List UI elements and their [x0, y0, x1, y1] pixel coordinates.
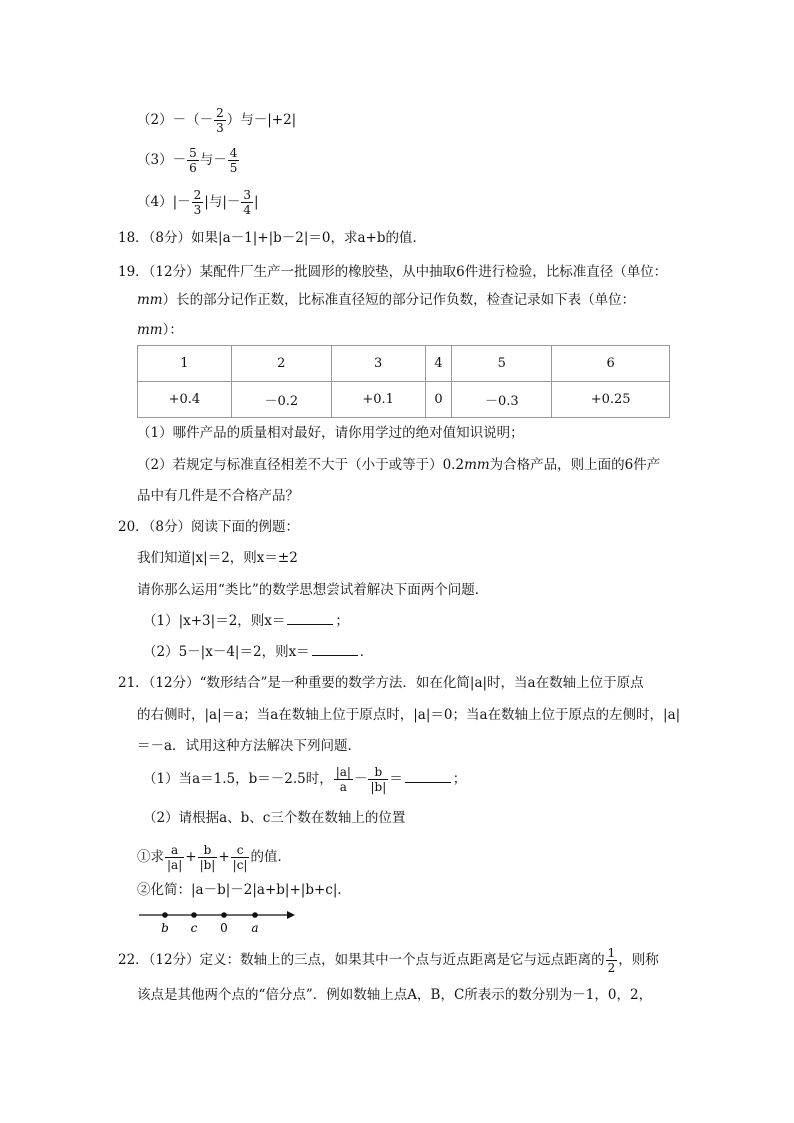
fraction: $\frac{1}{2}$: [607, 946, 616, 975]
q18-text: 18．（8分）如果|a－1|+|b－2|＝0，求a+b的值．: [118, 230, 426, 246]
table-cell: 3: [331, 346, 425, 382]
inspection-table: [137, 345, 670, 418]
answer-blank: [312, 641, 358, 656]
label-a: a: [251, 921, 259, 935]
table-cell: +0.4: [138, 382, 232, 418]
fraction: $\frac{3}{4}$: [243, 188, 252, 217]
answer-blank: [287, 610, 333, 625]
fraction: $\frac{b}{|b|}$: [199, 843, 216, 872]
q21-item2: ②化简：|a－b|－2|a+b|+|b+c|．: [137, 882, 351, 898]
q20-sub1: （1）|x+3|＝2，则x＝ ；: [143, 610, 349, 631]
q21-line3: ＝－a．试用这种方法解决下列问题．: [137, 738, 362, 754]
q17-part3: （3）－ $\frac{5}{6}$ 与－ $\frac{4}{5}$: [137, 146, 238, 175]
table-cell: 5: [452, 346, 552, 382]
fraction: $\frac{5}{6}$: [189, 146, 197, 175]
q19-line3: mm）：: [137, 322, 183, 338]
q21-line1: 21．（12分）“数形结合”是一种重要的数学方法．如在化简|a|时，当a在数轴上位于原点: [118, 675, 644, 691]
fraction: $\frac{a}{|a|}$: [167, 843, 183, 872]
answer-blank: [405, 768, 451, 783]
point-a: [252, 912, 258, 918]
q21-line2: 的右侧时，|a|＝a；当a在数轴上位于原点时，|a|＝0；当a在数轴上位于原点的左侧时，|a|: [137, 707, 681, 723]
q19-sub1: （1）哪件产品的质量相对最好，请你用学过的绝对值知识说明；: [137, 425, 524, 441]
q20-sub2: （2）5－|x－4|＝2，则x＝ ．: [143, 641, 373, 662]
q21-item1: ①求 $\frac{a}{|a|}$ + $\frac{b}{|b|}$ + $\frac{c}{|c|}$ 的值．: [137, 843, 291, 872]
point-origin: [221, 912, 227, 918]
table-cell: 0: [425, 382, 452, 418]
fraction: $\frac{2}{3}$: [193, 188, 202, 217]
q22-line1: 22．（12分）定义：数轴上的三点，如果其中一个点与近点距离是它与远点距离的 $\frac{1}{2}$ ，则称: [118, 946, 659, 975]
label-b: b: [161, 921, 169, 935]
q19-line2: mm）长的部分记作正数，比标准直径短的部分记作负数，检查记录如下表（单位：: [137, 292, 636, 308]
arrow-head: [287, 911, 295, 919]
q17-part2: （2）－（－ $\frac{2}{3}$ ）与－|+2|: [137, 106, 297, 135]
table-cell: +0.25: [552, 382, 670, 418]
table-cell: 1: [138, 346, 232, 382]
point-b: [162, 912, 168, 918]
fraction: $\frac{4}{5}$: [229, 146, 238, 175]
label-0: 0: [220, 921, 228, 935]
q21-sub1: （1）当a＝1.5，b＝－2.5时， $\frac{|a|}{a}$ － $\frac{b}{|b|}$ ＝ ；: [143, 765, 467, 794]
fraction: $\frac{c}{|c|}$: [232, 843, 248, 872]
table-cell: +0.1: [331, 382, 425, 418]
table-header-row: [138, 346, 670, 382]
q20-line3: 请你那么运用“类比”的数学思想尝试着解决下面两个问题．: [137, 582, 489, 598]
table-cell: 2: [231, 346, 331, 382]
number-line: [137, 905, 302, 935]
fraction: $\frac{|a|}{a}$: [335, 765, 351, 794]
label-c: c: [190, 921, 198, 935]
q22-line2: 该点是其他两个点的“倍分点”．例如数轴上点A，B，C所表示的数分别为－1，0，2，: [137, 987, 653, 1003]
fraction: $\frac{b}{|b|}$: [370, 765, 387, 794]
q21-sub2: （2）请根据a、b、c三个数在数轴上的位置: [143, 810, 406, 826]
q20-line1: 20．（8分）阅读下面的例题：: [118, 519, 300, 535]
q19-sub2-cont: 品中有几件是不合格产品？: [137, 488, 299, 504]
table-cell: 4: [425, 346, 452, 382]
q19-line1: 19．（12分）某配件厂生产一批圆形的橡胶垫，从中抽取6件进行检验，比标准直径（单位：: [118, 264, 668, 280]
point-c: [191, 912, 197, 918]
table-row: [138, 382, 670, 418]
q19-sub2: （2）若规定与标准直径相差不大于（小于或等于）0.2mm为合格产品，则上面的6件产: [137, 457, 661, 473]
q20-line2: 我们知道|x|＝2，则x＝±2: [137, 550, 298, 566]
q17-part4: （4）|－ $\frac{2}{3}$ |与|－ $\frac{3}{4}$ |: [137, 188, 259, 217]
fraction: $\frac{2}{3}$: [216, 106, 224, 135]
table-cell: －0.3: [452, 382, 552, 418]
table-cell: －0.2: [231, 382, 331, 418]
table-cell: 6: [552, 346, 670, 382]
